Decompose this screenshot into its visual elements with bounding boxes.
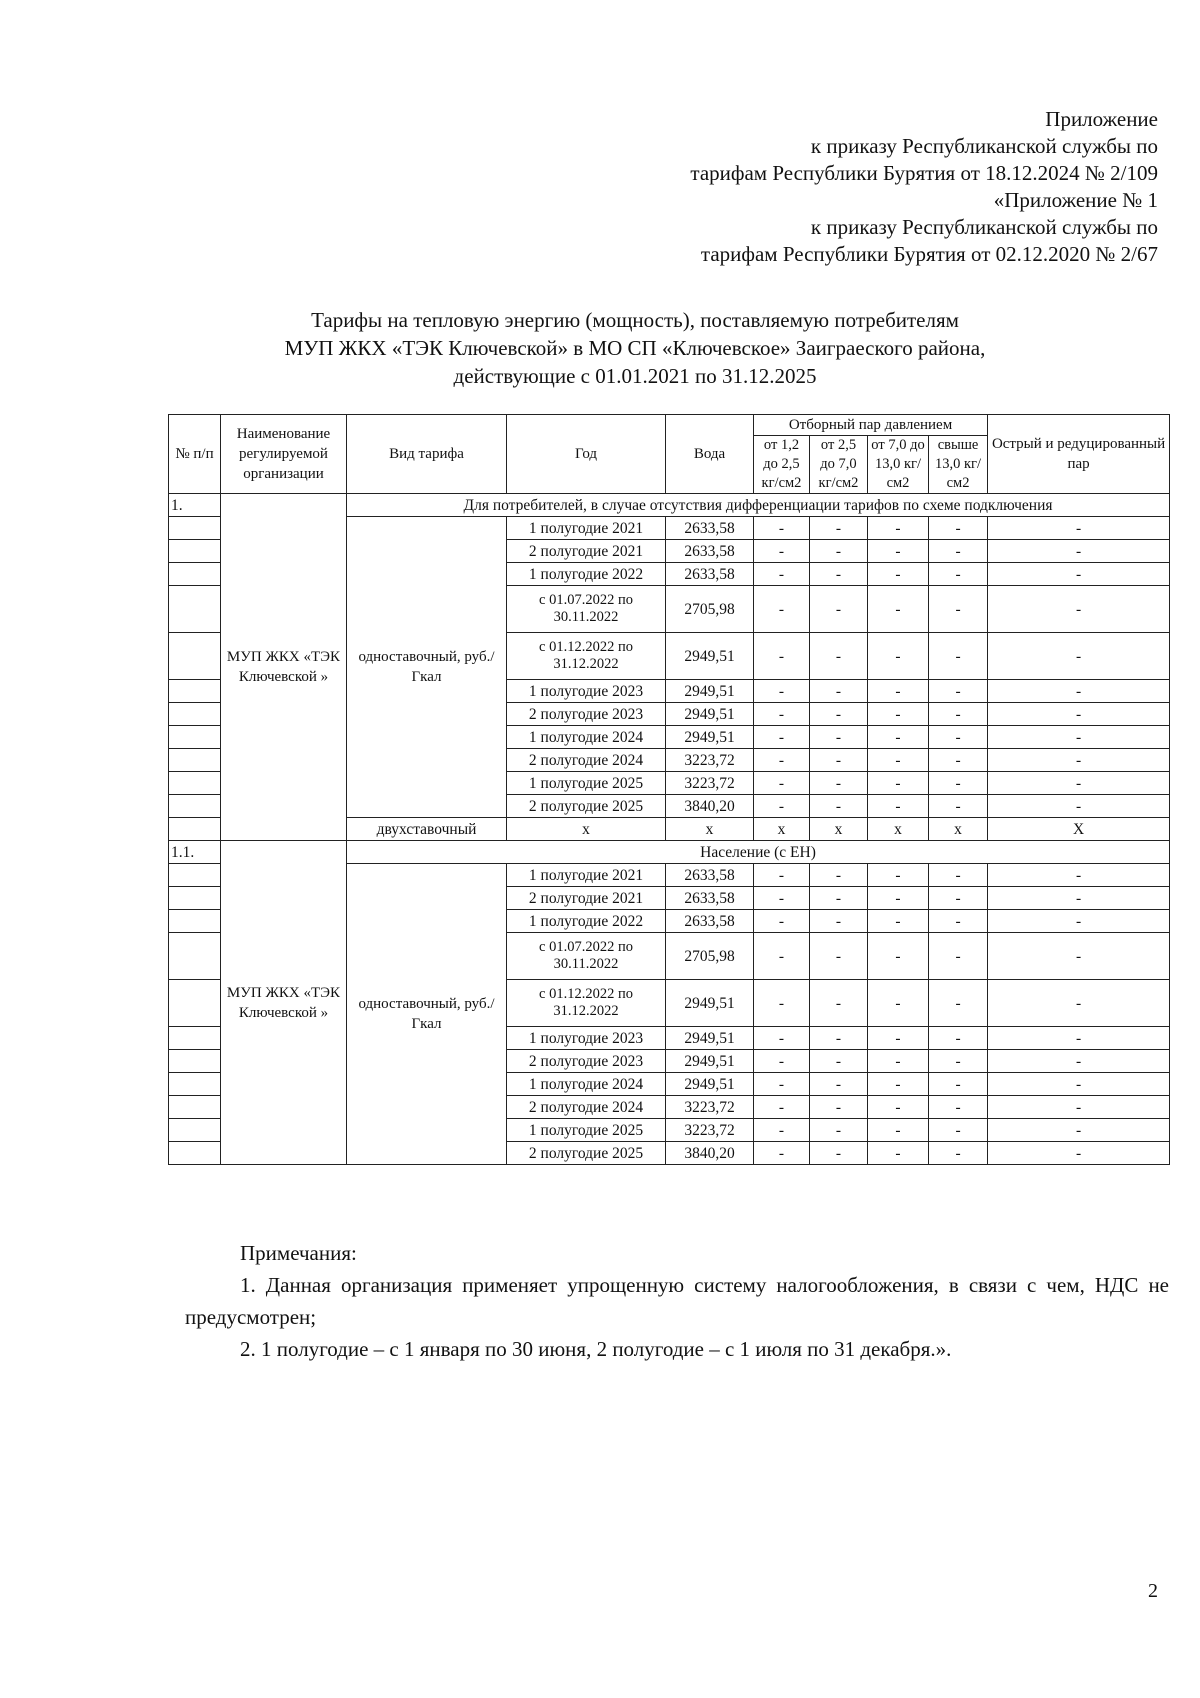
- sharp-steam-tariff: -: [988, 1073, 1170, 1096]
- tariff-period: 2 полугодие 2025: [507, 795, 666, 818]
- tariff-period: с 01.12.2022 по 31.12.2022: [507, 980, 666, 1027]
- table-row: [169, 841, 1170, 864]
- row-number: [169, 726, 221, 749]
- row-number: [169, 680, 221, 703]
- sharp-steam-tariff: -: [988, 749, 1170, 772]
- steam-tariff-p3: -: [868, 772, 929, 795]
- tariff-period: 1 полугодие 2023: [507, 1027, 666, 1050]
- row-number: [169, 1027, 221, 1050]
- steam-tariff-p2: -: [810, 1050, 868, 1073]
- steam-tariff-p1: -: [754, 910, 810, 933]
- tariff-period: 2 полугодие 2021: [507, 540, 666, 563]
- sharp-steam-tariff: -: [988, 563, 1170, 586]
- steam-tariff-p1: -: [754, 1027, 810, 1050]
- row-number: [169, 517, 221, 540]
- row-number: [169, 795, 221, 818]
- tariff-period: с 01.07.2022 по 30.11.2022: [507, 586, 666, 633]
- header-steam-group: Отборный пар давлением: [754, 415, 988, 436]
- steam-tariff-p3: -: [868, 933, 929, 980]
- section-label: Для потребителей, в случае отсутствия дифференциации тарифов по схеме подключения: [347, 494, 1170, 517]
- tariff-kind: одноставочный, руб./Гкал: [347, 864, 507, 1165]
- steam-tariff-p2: -: [810, 772, 868, 795]
- steam-tariff-p1: -: [754, 887, 810, 910]
- row-number: 1.1.: [169, 841, 221, 864]
- steam-tariff-p2: -: [810, 563, 868, 586]
- water-tariff: 2949,51: [666, 726, 754, 749]
- tariff-period: 2 полугодие 2023: [507, 703, 666, 726]
- steam-tariff-p2: -: [810, 540, 868, 563]
- tariff-period: 2 полугодие 2021: [507, 887, 666, 910]
- steam-tariff-p2: -: [810, 633, 868, 680]
- steam-tariff-p2: -: [810, 910, 868, 933]
- water-tariff: 2633,58: [666, 864, 754, 887]
- steam-tariff-p3: -: [868, 749, 929, 772]
- steam-tariff-p4: -: [929, 680, 988, 703]
- title-line: Тарифы на тепловую энергию (мощность), поставляемую потребителям: [311, 308, 959, 332]
- steam-tariff-p4: -: [929, 980, 988, 1027]
- steam-tariff-p4: -: [929, 586, 988, 633]
- row-number: [169, 563, 221, 586]
- steam-tariff-p3: -: [868, 726, 929, 749]
- tariff-table-body: [169, 415, 1170, 1165]
- steam-tariff-p3: -: [868, 910, 929, 933]
- steam-tariff-p4: -: [929, 772, 988, 795]
- tariff-kind: одноставочный, руб./Гкал: [347, 517, 507, 818]
- steam-tariff-p1: -: [754, 703, 810, 726]
- steam-tariff-p4: -: [929, 563, 988, 586]
- row-number: [169, 1119, 221, 1142]
- steam-tariff-p1: -: [754, 563, 810, 586]
- row-number: 1.: [169, 494, 221, 517]
- row-number: [169, 864, 221, 887]
- note-item: 1. Данная организация применяет упрощенную систему налогообложения, в связи с чем, НДС не предусмотрен;: [185, 1273, 1169, 1329]
- sharp-steam-tariff: -: [988, 1027, 1170, 1050]
- sharp-steam-tariff: -: [988, 772, 1170, 795]
- sharp-steam-tariff: -: [988, 864, 1170, 887]
- sharp-steam-tariff: -: [988, 726, 1170, 749]
- water-tariff: 3223,72: [666, 1119, 754, 1142]
- header-p4: свыше 13,0 кг/см2: [929, 436, 988, 494]
- header-line: тарифам Республики Бурятия от 18.12.2024 № 2/109: [690, 161, 1158, 185]
- sharp-steam-tariff: -: [988, 680, 1170, 703]
- steam-tariff-p2: -: [810, 980, 868, 1027]
- steam-tariff-p1: -: [754, 772, 810, 795]
- steam-tariff-p3: -: [868, 1027, 929, 1050]
- table-row: [169, 494, 1170, 517]
- steam-tariff-p2: -: [810, 864, 868, 887]
- steam-tariff-p1: -: [754, 795, 810, 818]
- header-line: «Приложение № 1: [993, 188, 1158, 212]
- organization-name: МУП ЖКХ «ТЭК Ключевской »: [221, 841, 347, 1165]
- tariff-period: 1 полугодие 2021: [507, 864, 666, 887]
- tariff-kind: двухставочный: [347, 818, 507, 841]
- steam-tariff-p1: -: [754, 980, 810, 1027]
- steam-tariff-p2: -: [810, 887, 868, 910]
- title-line: МУП ЖКХ «ТЭК Ключевской» в МО СП «Ключевское» Заиграеского района,: [284, 336, 986, 360]
- sharp-steam-tariff: -: [988, 1119, 1170, 1142]
- sharp-steam-tariff: -: [988, 795, 1170, 818]
- steam-tariff-p1: -: [754, 1050, 810, 1073]
- row-number: [169, 633, 221, 680]
- header-line: тарифам Республики Бурятия от 02.12.2020 № 2/67: [700, 242, 1158, 266]
- sharp-steam-tariff: -: [988, 980, 1170, 1027]
- tariff-period: 1 полугодие 2023: [507, 680, 666, 703]
- row-number: [169, 586, 221, 633]
- steam-tariff-p4: -: [929, 864, 988, 887]
- row-number: [169, 887, 221, 910]
- sharp-steam-tariff: -: [988, 517, 1170, 540]
- steam-tariff-p4: -: [929, 910, 988, 933]
- steam-tariff-p3: х: [868, 818, 929, 841]
- steam-tariff-p3: -: [868, 563, 929, 586]
- notes-title: Примечания:: [240, 1241, 357, 1265]
- steam-tariff-p4: -: [929, 540, 988, 563]
- water-tariff: 3223,72: [666, 1096, 754, 1119]
- water-tariff: 2949,51: [666, 1050, 754, 1073]
- row-number: [169, 749, 221, 772]
- water-tariff: 2949,51: [666, 1027, 754, 1050]
- water-tariff: 3840,20: [666, 795, 754, 818]
- steam-tariff-p2: -: [810, 726, 868, 749]
- steam-tariff-p4: -: [929, 933, 988, 980]
- sharp-steam-tariff: -: [988, 1142, 1170, 1165]
- steam-tariff-p1: -: [754, 633, 810, 680]
- steam-tariff-p2: -: [810, 517, 868, 540]
- header-p1: от 1,2 до 2,5 кг/см2: [754, 436, 810, 494]
- tariff-period: 1 полугодие 2021: [507, 517, 666, 540]
- steam-tariff-p1: -: [754, 749, 810, 772]
- water-tariff: 2949,51: [666, 633, 754, 680]
- header-year: Год: [507, 415, 666, 494]
- steam-tariff-p4: -: [929, 1096, 988, 1119]
- steam-tariff-p3: -: [868, 1073, 929, 1096]
- sharp-steam-tariff: -: [988, 633, 1170, 680]
- sharp-steam-tariff: -: [988, 703, 1170, 726]
- sharp-steam-tariff: -: [988, 910, 1170, 933]
- water-tariff: 2633,58: [666, 887, 754, 910]
- tariff-period: 1 полугодие 2025: [507, 772, 666, 795]
- header-line: Приложение: [1045, 107, 1158, 131]
- sharp-steam-tariff: -: [988, 933, 1170, 980]
- header-line: к приказу Республиканской службы по: [810, 215, 1158, 239]
- row-number: [169, 933, 221, 980]
- steam-tariff-p2: -: [810, 1073, 868, 1096]
- water-tariff: 2705,98: [666, 933, 754, 980]
- organization-name: МУП ЖКХ «ТЭК Ключевской »: [221, 494, 347, 841]
- steam-tariff-p3: -: [868, 586, 929, 633]
- steam-tariff-p2: -: [810, 703, 868, 726]
- tariff-period: 1 полугодие 2024: [507, 1073, 666, 1096]
- steam-tariff-p2: -: [810, 1142, 868, 1165]
- title-line: действующие с 01.01.2021 по 31.12.2025: [453, 364, 817, 388]
- steam-tariff-p4: -: [929, 1142, 988, 1165]
- header-org: Наименование регулируемой организации: [221, 415, 347, 494]
- water-tariff: х: [666, 818, 754, 841]
- row-number: [169, 1096, 221, 1119]
- steam-tariff-p4: -: [929, 1119, 988, 1142]
- tariff-period: 2 полугодие 2025: [507, 1142, 666, 1165]
- steam-tariff-p4: -: [929, 726, 988, 749]
- steam-tariff-p2: -: [810, 933, 868, 980]
- water-tariff: 2949,51: [666, 980, 754, 1027]
- sharp-steam-tariff: -: [988, 586, 1170, 633]
- water-tariff: 3223,72: [666, 772, 754, 795]
- water-tariff: 2949,51: [666, 703, 754, 726]
- tariff-period: 1 полугодие 2025: [507, 1119, 666, 1142]
- steam-tariff-p3: -: [868, 680, 929, 703]
- steam-tariff-p3: -: [868, 980, 929, 1027]
- steam-tariff-p1: -: [754, 864, 810, 887]
- row-number: [169, 540, 221, 563]
- steam-tariff-p1: -: [754, 517, 810, 540]
- steam-tariff-p4: -: [929, 703, 988, 726]
- water-tariff: 2633,58: [666, 910, 754, 933]
- sharp-steam-tariff: -: [988, 1096, 1170, 1119]
- steam-tariff-p1: -: [754, 680, 810, 703]
- water-tariff: 2705,98: [666, 586, 754, 633]
- steam-tariff-p1: -: [754, 1119, 810, 1142]
- steam-tariff-p1: -: [754, 540, 810, 563]
- row-number: [169, 1073, 221, 1096]
- steam-tariff-p1: -: [754, 933, 810, 980]
- steam-tariff-p4: -: [929, 1027, 988, 1050]
- steam-tariff-p4: -: [929, 749, 988, 772]
- steam-tariff-p3: -: [868, 633, 929, 680]
- tariff-period: 2 полугодие 2024: [507, 1096, 666, 1119]
- tariff-period: 1 полугодие 2024: [507, 726, 666, 749]
- steam-tariff-p3: -: [868, 1119, 929, 1142]
- row-number: [169, 980, 221, 1027]
- steam-tariff-p4: -: [929, 795, 988, 818]
- header-water: Вода: [666, 415, 754, 494]
- sharp-steam-tariff: -: [988, 540, 1170, 563]
- steam-tariff-p3: -: [868, 1096, 929, 1119]
- steam-tariff-p4: -: [929, 1073, 988, 1096]
- row-number: [169, 772, 221, 795]
- water-tariff: 2633,58: [666, 517, 754, 540]
- section-label: Население (с ЕН): [347, 841, 1170, 864]
- water-tariff: 3840,20: [666, 1142, 754, 1165]
- row-number: [169, 818, 221, 841]
- steam-tariff-p3: -: [868, 540, 929, 563]
- steam-tariff-p1: -: [754, 1142, 810, 1165]
- steam-tariff-p3: -: [868, 703, 929, 726]
- steam-tariff-p2: -: [810, 749, 868, 772]
- row-number: [169, 1050, 221, 1073]
- steam-tariff-p1: -: [754, 726, 810, 749]
- header-kind: Вид тарифа: [347, 415, 507, 494]
- document-title: [0, 306, 1200, 390]
- sharp-steam-tariff: -: [988, 1050, 1170, 1073]
- tariff-period: х: [507, 818, 666, 841]
- steam-tariff-p2: -: [810, 680, 868, 703]
- header-p3: от 7,0 до 13,0 кг/см2: [868, 436, 929, 494]
- steam-tariff-p1: -: [754, 1073, 810, 1096]
- steam-tariff-p4: -: [929, 517, 988, 540]
- water-tariff: 2949,51: [666, 1073, 754, 1096]
- steam-tariff-p1: х: [754, 818, 810, 841]
- steam-tariff-p3: -: [868, 1050, 929, 1073]
- water-tariff: 3223,72: [666, 749, 754, 772]
- tariff-period: 1 полугодие 2022: [507, 910, 666, 933]
- steam-tariff-p3: -: [868, 864, 929, 887]
- header-sharp: Острый и редуцированный пар: [988, 415, 1170, 494]
- sharp-steam-tariff: Х: [988, 818, 1170, 841]
- water-tariff: 2633,58: [666, 540, 754, 563]
- steam-tariff-p2: -: [810, 1096, 868, 1119]
- steam-tariff-p2: -: [810, 795, 868, 818]
- header-row: [169, 415, 1170, 436]
- steam-tariff-p4: -: [929, 633, 988, 680]
- row-number: [169, 1142, 221, 1165]
- header-num: № п/п: [169, 415, 221, 494]
- sharp-steam-tariff: -: [988, 887, 1170, 910]
- row-number: [169, 910, 221, 933]
- steam-tariff-p2: х: [810, 818, 868, 841]
- steam-tariff-p2: -: [810, 1119, 868, 1142]
- water-tariff: 2949,51: [666, 680, 754, 703]
- steam-tariff-p4: -: [929, 1050, 988, 1073]
- steam-tariff-p1: -: [754, 586, 810, 633]
- steam-tariff-p2: -: [810, 1027, 868, 1050]
- notes: [185, 1237, 1169, 1365]
- tariff-period: 1 полугодие 2022: [507, 563, 666, 586]
- header-line: к приказу Республиканской службы по: [810, 134, 1158, 158]
- steam-tariff-p2: -: [810, 586, 868, 633]
- steam-tariff-p3: -: [868, 517, 929, 540]
- water-tariff: 2633,58: [666, 563, 754, 586]
- page-number: 2: [1148, 1580, 1158, 1602]
- steam-tariff-p3: -: [868, 795, 929, 818]
- steam-tariff-p3: -: [868, 1142, 929, 1165]
- tariff-period: 2 полугодие 2024: [507, 749, 666, 772]
- appendix-header: [690, 106, 1158, 268]
- tariff-period: с 01.07.2022 по 30.11.2022: [507, 933, 666, 980]
- steam-tariff-p4: -: [929, 887, 988, 910]
- steam-tariff-p1: -: [754, 1096, 810, 1119]
- note-item: 2. 1 полугодие – с 1 января по 30 июня, 2 полугодие – с 1 июля по 31 декабря.».: [240, 1337, 952, 1361]
- steam-tariff-p4: х: [929, 818, 988, 841]
- tariff-period: 2 полугодие 2023: [507, 1050, 666, 1073]
- header-p2: от 2,5 до 7,0 кг/см2: [810, 436, 868, 494]
- tariff-table: [168, 414, 1170, 1165]
- tariff-period: с 01.12.2022 по 31.12.2022: [507, 633, 666, 680]
- steam-tariff-p3: -: [868, 887, 929, 910]
- row-number: [169, 703, 221, 726]
